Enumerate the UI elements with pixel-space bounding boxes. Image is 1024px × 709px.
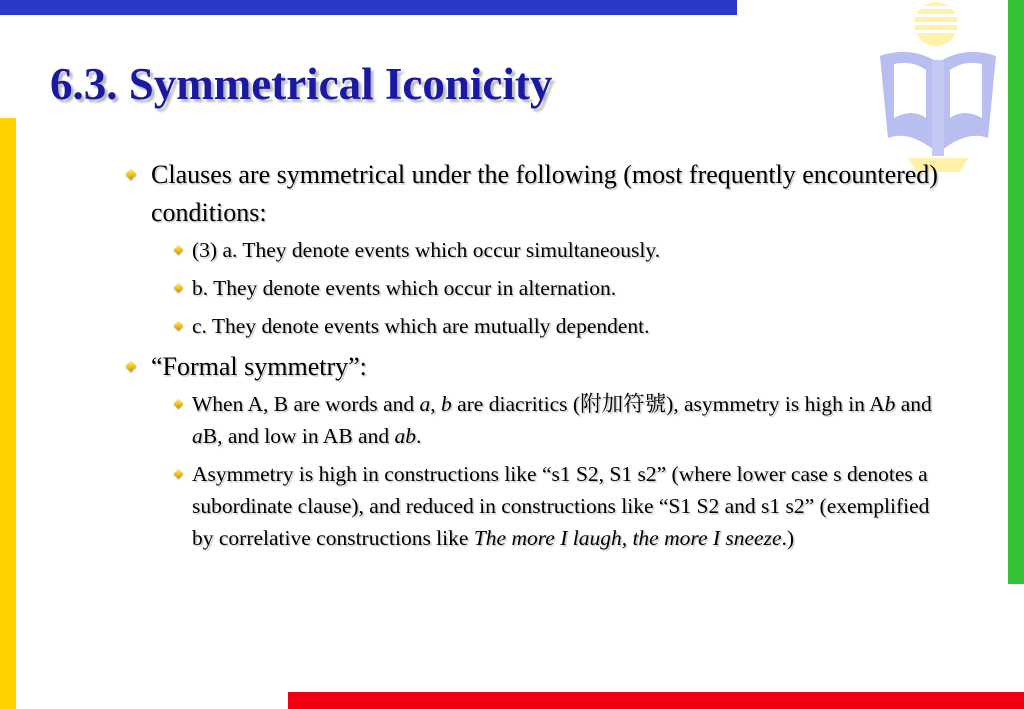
diamond-bullet-icon — [174, 399, 184, 409]
bullet-clauses-symmetrical — [120, 156, 945, 232]
bullet-text: Clauses are symmetrical under the following (most frequently encountered) conditions: — [151, 160, 938, 227]
diamond-bullet-icon — [174, 245, 184, 255]
diamond-bullet-icon — [125, 168, 136, 179]
subbullet-diacritics — [120, 388, 945, 452]
subbullet-text: (3) a. They denote events which occur simultaneously. — [192, 238, 661, 262]
left-accent-bar — [0, 118, 16, 709]
subbullet-mutually-dependent — [120, 310, 945, 342]
right-accent-bar — [1008, 0, 1024, 584]
top-accent-bar — [0, 0, 737, 15]
subbullet-text: When A, B are words and a, b are diacritics (附加符號), asymmetry is high in Ab and aB, and low in AB and ab. — [192, 392, 932, 448]
university-logo-icon — [868, 0, 1008, 180]
subbullet-asymmetry-constructions — [120, 458, 945, 554]
subbullet-alternation — [120, 272, 945, 304]
diamond-bullet-icon — [174, 283, 184, 293]
diamond-bullet-icon — [125, 360, 136, 371]
subbullet-simultaneous — [120, 234, 945, 266]
diamond-bullet-icon — [174, 321, 184, 331]
slide-title: 6.3. Symmetrical Iconicity — [50, 59, 553, 109]
bullet-text: “Formal symmetry”: — [151, 352, 367, 381]
bottom-accent-bar — [288, 692, 1024, 709]
subbullet-text: b. They denote events which occur in alternation. — [192, 276, 617, 300]
bullet-formal-symmetry — [120, 348, 945, 386]
subbullet-text: c. They denote events which are mutually dependent. — [192, 314, 650, 338]
slide-body — [120, 156, 945, 554]
subbullet-text: Asymmetry is high in constructions like “s1 S2, S1 s2” (where lower case s denotes a subordinate clause), and reduced in constructions like “S1 S2 and s1 s2” (exemplified by correlative constructions like The more I laugh, the more I sneeze.) — [192, 462, 930, 550]
diamond-bullet-icon — [174, 469, 184, 479]
